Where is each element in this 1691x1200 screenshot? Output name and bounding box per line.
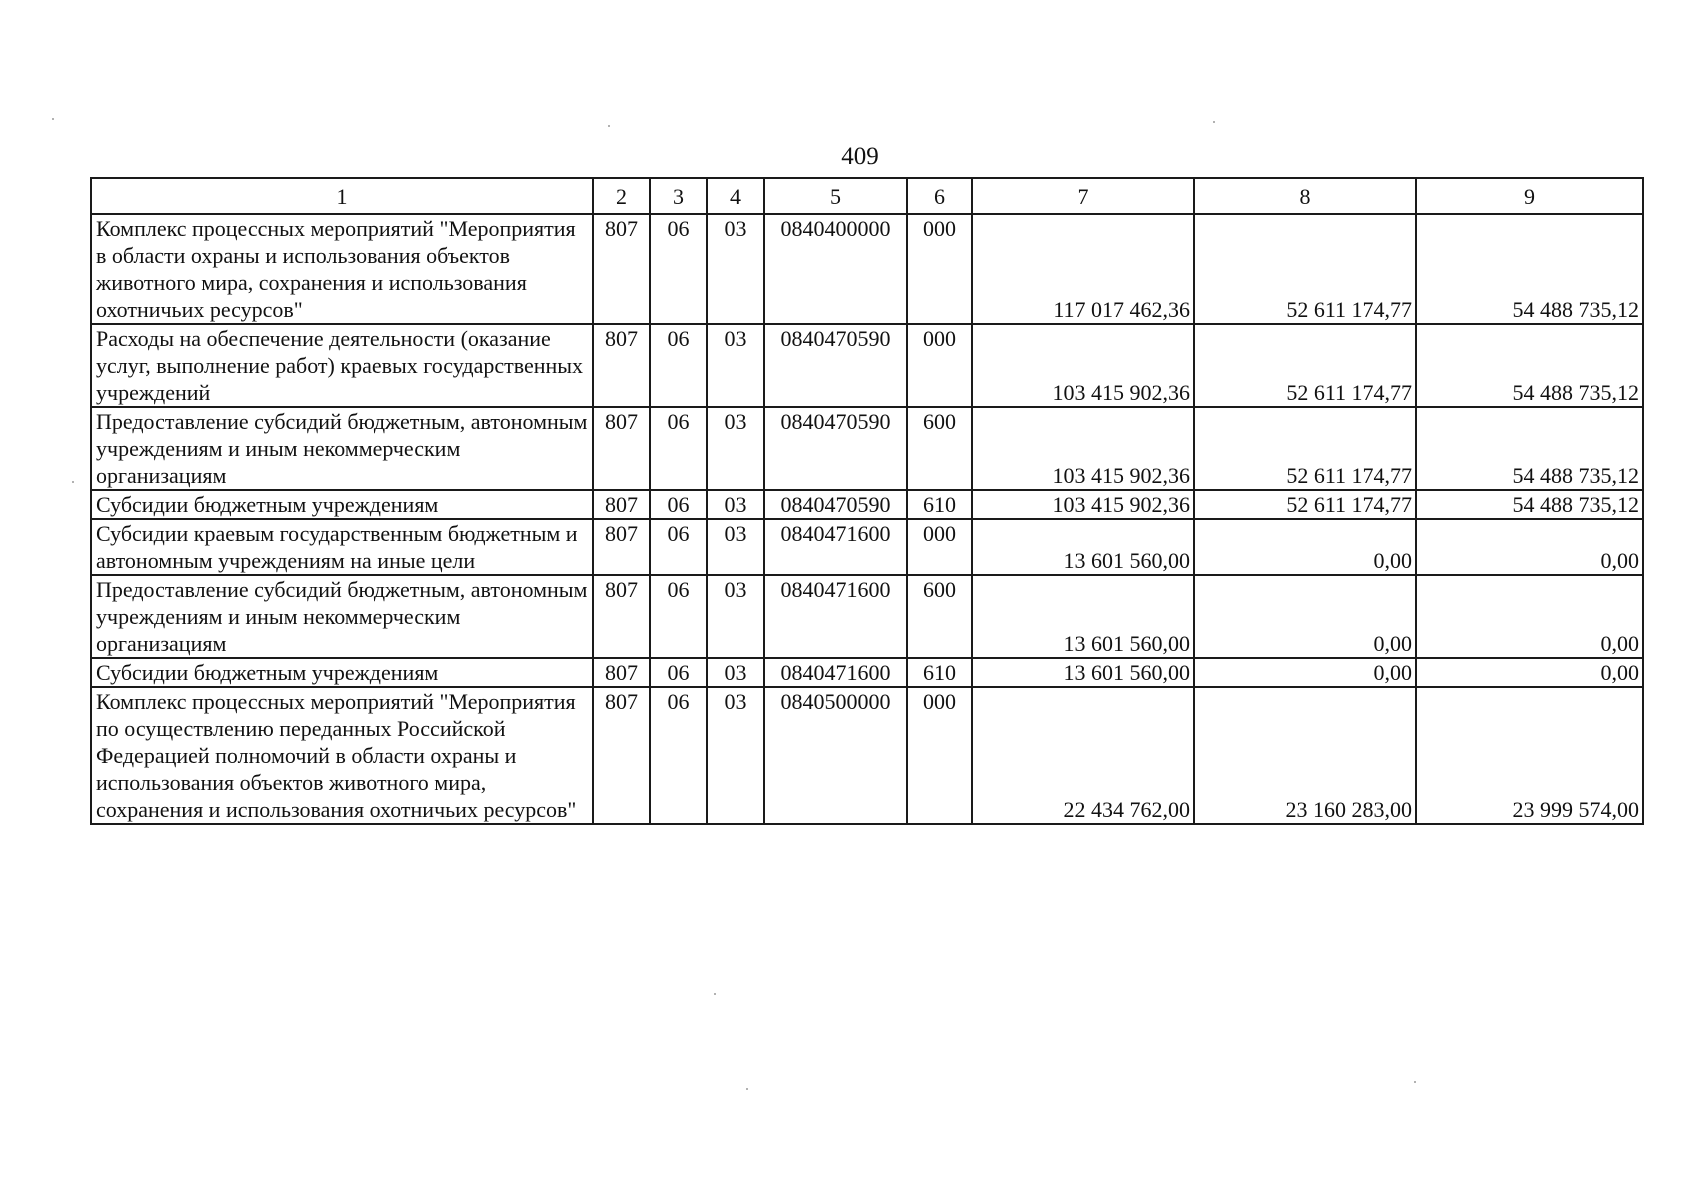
row-code-4: 03 xyxy=(707,575,764,658)
row-code-3: 06 xyxy=(650,658,707,687)
row-code-6: 610 xyxy=(907,490,972,519)
row-amount-7: 103 415 902,36 xyxy=(972,490,1194,519)
scan-speck xyxy=(1414,1081,1416,1083)
row-amount-8: 52 611 174,77 xyxy=(1194,214,1416,324)
scan-speck xyxy=(52,118,54,120)
row-amount-7: 103 415 902,36 xyxy=(972,407,1194,490)
row-code-3: 06 xyxy=(650,687,707,824)
row-code-6: 610 xyxy=(907,658,972,687)
row-amount-9: 54 488 735,12 xyxy=(1416,407,1643,490)
row-amount-9: 23 999 574,00 xyxy=(1416,687,1643,824)
row-amount-8: 0,00 xyxy=(1194,519,1416,575)
table-row xyxy=(91,519,1643,575)
row-amount-7: 103 415 902,36 xyxy=(972,324,1194,407)
row-code-6: 600 xyxy=(907,575,972,658)
row-name: Предоставление субсидий бюджетным, автономным учреждениям и иным некоммерческим организациям xyxy=(91,575,593,658)
column-header: 9 xyxy=(1416,178,1643,214)
row-amount-8: 0,00 xyxy=(1194,658,1416,687)
row-name: Расходы на обеспечение деятельности (оказание услуг, выполнение работ) краевых государственных учреждений xyxy=(91,324,593,407)
row-code-6: 000 xyxy=(907,324,972,407)
column-header: 5 xyxy=(764,178,907,214)
row-amount-7: 22 434 762,00 xyxy=(972,687,1194,824)
row-code-3: 06 xyxy=(650,519,707,575)
row-amount-8: 23 160 283,00 xyxy=(1194,687,1416,824)
scan-speck xyxy=(1213,121,1215,123)
row-amount-7: 13 601 560,00 xyxy=(972,658,1194,687)
column-header: 3 xyxy=(650,178,707,214)
budget-table xyxy=(90,177,1644,825)
row-code-2: 807 xyxy=(593,575,650,658)
row-name: Комплекс процессных мероприятий "Мероприятия по осуществлению переданных Российской Федерацией полномочий в области охраны и использования объектов животного мира, сохранения и использования охотничьих ресурсов" xyxy=(91,687,593,824)
table-row xyxy=(91,687,1643,824)
row-code-6: 000 xyxy=(907,519,972,575)
row-code-4: 03 xyxy=(707,519,764,575)
column-header: 6 xyxy=(907,178,972,214)
row-code-6: 600 xyxy=(907,407,972,490)
row-code-5: 0840470590 xyxy=(764,490,907,519)
table-row xyxy=(91,658,1643,687)
row-amount-9: 0,00 xyxy=(1416,519,1643,575)
row-name: Предоставление субсидий бюджетным, автономным учреждениям и иным некоммерческим организациям xyxy=(91,407,593,490)
row-amount-9: 0,00 xyxy=(1416,575,1643,658)
row-code-2: 807 xyxy=(593,687,650,824)
row-code-5: 0840470590 xyxy=(764,407,907,490)
row-code-5: 0840471600 xyxy=(764,658,907,687)
row-code-3: 06 xyxy=(650,575,707,658)
table-row xyxy=(91,407,1643,490)
row-code-4: 03 xyxy=(707,214,764,324)
row-amount-8: 52 611 174,77 xyxy=(1194,324,1416,407)
scan-speck xyxy=(72,481,74,483)
row-amount-9: 0,00 xyxy=(1416,658,1643,687)
row-amount-8: 52 611 174,77 xyxy=(1194,490,1416,519)
row-code-4: 03 xyxy=(707,658,764,687)
row-code-5: 0840470590 xyxy=(764,324,907,407)
scan-speck xyxy=(746,1088,748,1090)
row-code-5: 0840471600 xyxy=(764,519,907,575)
header-row xyxy=(91,178,1643,214)
row-amount-8: 0,00 xyxy=(1194,575,1416,658)
row-name: Субсидии бюджетным учреждениям xyxy=(91,658,593,687)
row-code-2: 807 xyxy=(593,214,650,324)
row-amount-9: 54 488 735,12 xyxy=(1416,324,1643,407)
row-name: Комплекс процессных мероприятий "Мероприятия в области охраны и использования объектов животного мира, сохранения и использования охотничьих ресурсов" xyxy=(91,214,593,324)
column-header: 8 xyxy=(1194,178,1416,214)
row-amount-8: 52 611 174,77 xyxy=(1194,407,1416,490)
row-code-4: 03 xyxy=(707,490,764,519)
row-code-3: 06 xyxy=(650,490,707,519)
column-header: 1 xyxy=(91,178,593,214)
row-code-3: 06 xyxy=(650,214,707,324)
row-code-2: 807 xyxy=(593,490,650,519)
scan-speck xyxy=(608,125,610,127)
row-code-4: 03 xyxy=(707,324,764,407)
row-code-4: 03 xyxy=(707,407,764,490)
row-code-5: 0840500000 xyxy=(764,687,907,824)
column-header: 4 xyxy=(707,178,764,214)
row-amount-7: 117 017 462,36 xyxy=(972,214,1194,324)
row-name: Субсидии краевым государственным бюджетным и автономным учреждениям на иные цели xyxy=(91,519,593,575)
row-code-4: 03 xyxy=(707,687,764,824)
row-amount-9: 54 488 735,12 xyxy=(1416,490,1643,519)
column-header: 2 xyxy=(593,178,650,214)
row-code-3: 06 xyxy=(650,407,707,490)
row-amount-7: 13 601 560,00 xyxy=(972,575,1194,658)
scan-speck xyxy=(714,993,716,995)
row-code-2: 807 xyxy=(593,324,650,407)
column-header: 7 xyxy=(972,178,1194,214)
row-code-3: 06 xyxy=(650,324,707,407)
row-code-6: 000 xyxy=(907,214,972,324)
row-code-2: 807 xyxy=(593,658,650,687)
row-name: Субсидии бюджетным учреждениям xyxy=(91,490,593,519)
table-row xyxy=(91,324,1643,407)
row-amount-9: 54 488 735,12 xyxy=(1416,214,1643,324)
table-row xyxy=(91,575,1643,658)
table-row xyxy=(91,214,1643,324)
row-amount-7: 13 601 560,00 xyxy=(972,519,1194,575)
row-code-5: 0840400000 xyxy=(764,214,907,324)
page-number: 409 xyxy=(841,143,879,170)
table-row xyxy=(91,490,1643,519)
row-code-2: 807 xyxy=(593,407,650,490)
row-code-6: 000 xyxy=(907,687,972,824)
row-code-2: 807 xyxy=(593,519,650,575)
row-code-5: 0840471600 xyxy=(764,575,907,658)
